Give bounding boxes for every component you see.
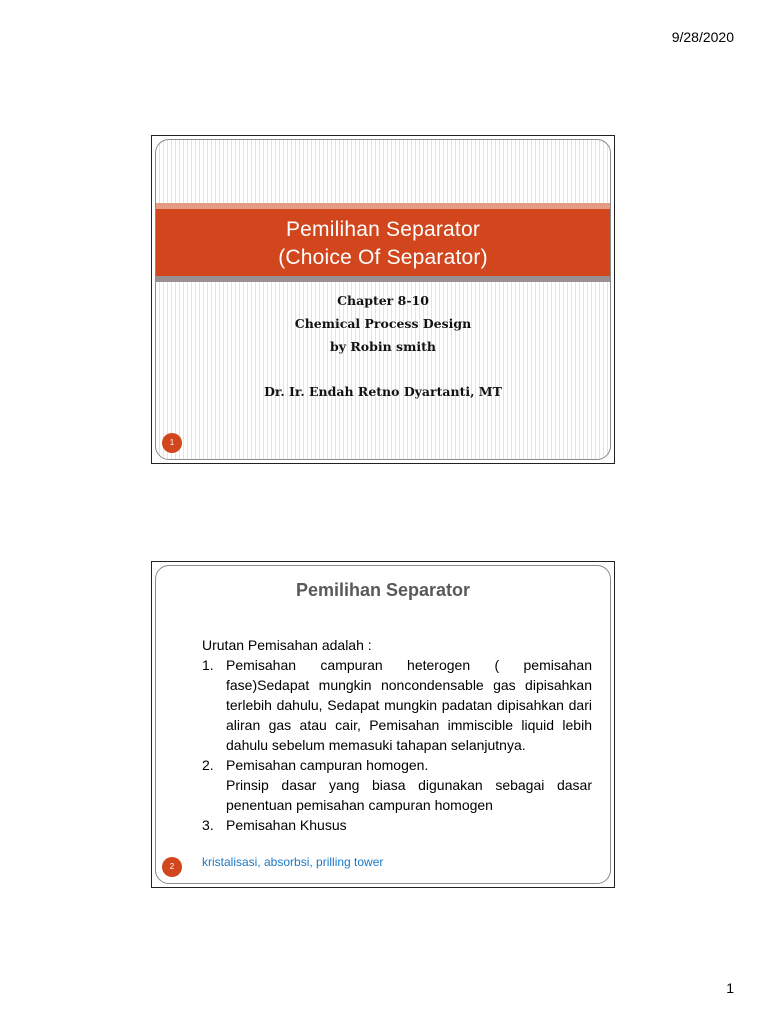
slide-2	[151, 561, 615, 888]
title-band	[156, 203, 610, 282]
separator-examples-note: kristalisasi, absorbsi, prilling tower	[202, 855, 384, 869]
book-title: Chemical Process Design	[294, 316, 472, 331]
list-item	[202, 815, 592, 835]
list-item-text: Pemisahan campuran homogen.	[226, 757, 429, 773]
slide-2-frame	[155, 565, 611, 884]
slide-2-title: Pemilihan Separator	[295, 580, 471, 600]
slide-number-badge: 2	[162, 857, 182, 877]
lecturer-name: Dr. Ir. Endah Retno Dyartanti, MT	[264, 384, 502, 399]
list-item-number: 3.	[202, 817, 214, 833]
list-item	[202, 655, 592, 755]
list-item-number: 1.	[202, 657, 214, 673]
intro-text: Urutan Pemisahan adalah :	[202, 637, 372, 653]
title-band-main	[156, 209, 610, 276]
document-date: 9/28/2020	[671, 29, 734, 45]
list-item-text: Pemisahan Khusus	[226, 817, 347, 833]
slide-1-title-line-1: Pemilihan Separator	[285, 218, 481, 241]
chapter-text: Chapter 8-10	[337, 293, 429, 308]
title-band-bottom-stripe	[156, 276, 610, 282]
slide-1	[151, 135, 615, 464]
slide-2-body	[202, 635, 592, 835]
list-item-text: Pemisahan campuran heterogen ( pemisahan fase)Sedapat mungkin noncondensable gas dipisahkan terlebih dahulu, Sedapat mungkin padatan dipisahkan dari aliran gas atau cair, Pemisahan immiscible liquid lebih dahulu sebelum memasuki tahapan selanjutnya.	[226, 657, 592, 753]
list-item-subtext: Prinsip dasar yang biasa digunakan sebagai dasar penentuan pemisahan campuran homogen	[226, 777, 592, 813]
book-author: by Robin smith	[330, 339, 436, 354]
page-number: 1	[726, 980, 734, 996]
slide-1-title-line-2: (Choice Of Separator)	[278, 246, 488, 269]
list-item	[202, 755, 592, 775]
list-item-number: 2.	[202, 757, 214, 773]
slide-number-badge: 1	[162, 433, 182, 453]
slide-1-frame	[155, 139, 611, 460]
